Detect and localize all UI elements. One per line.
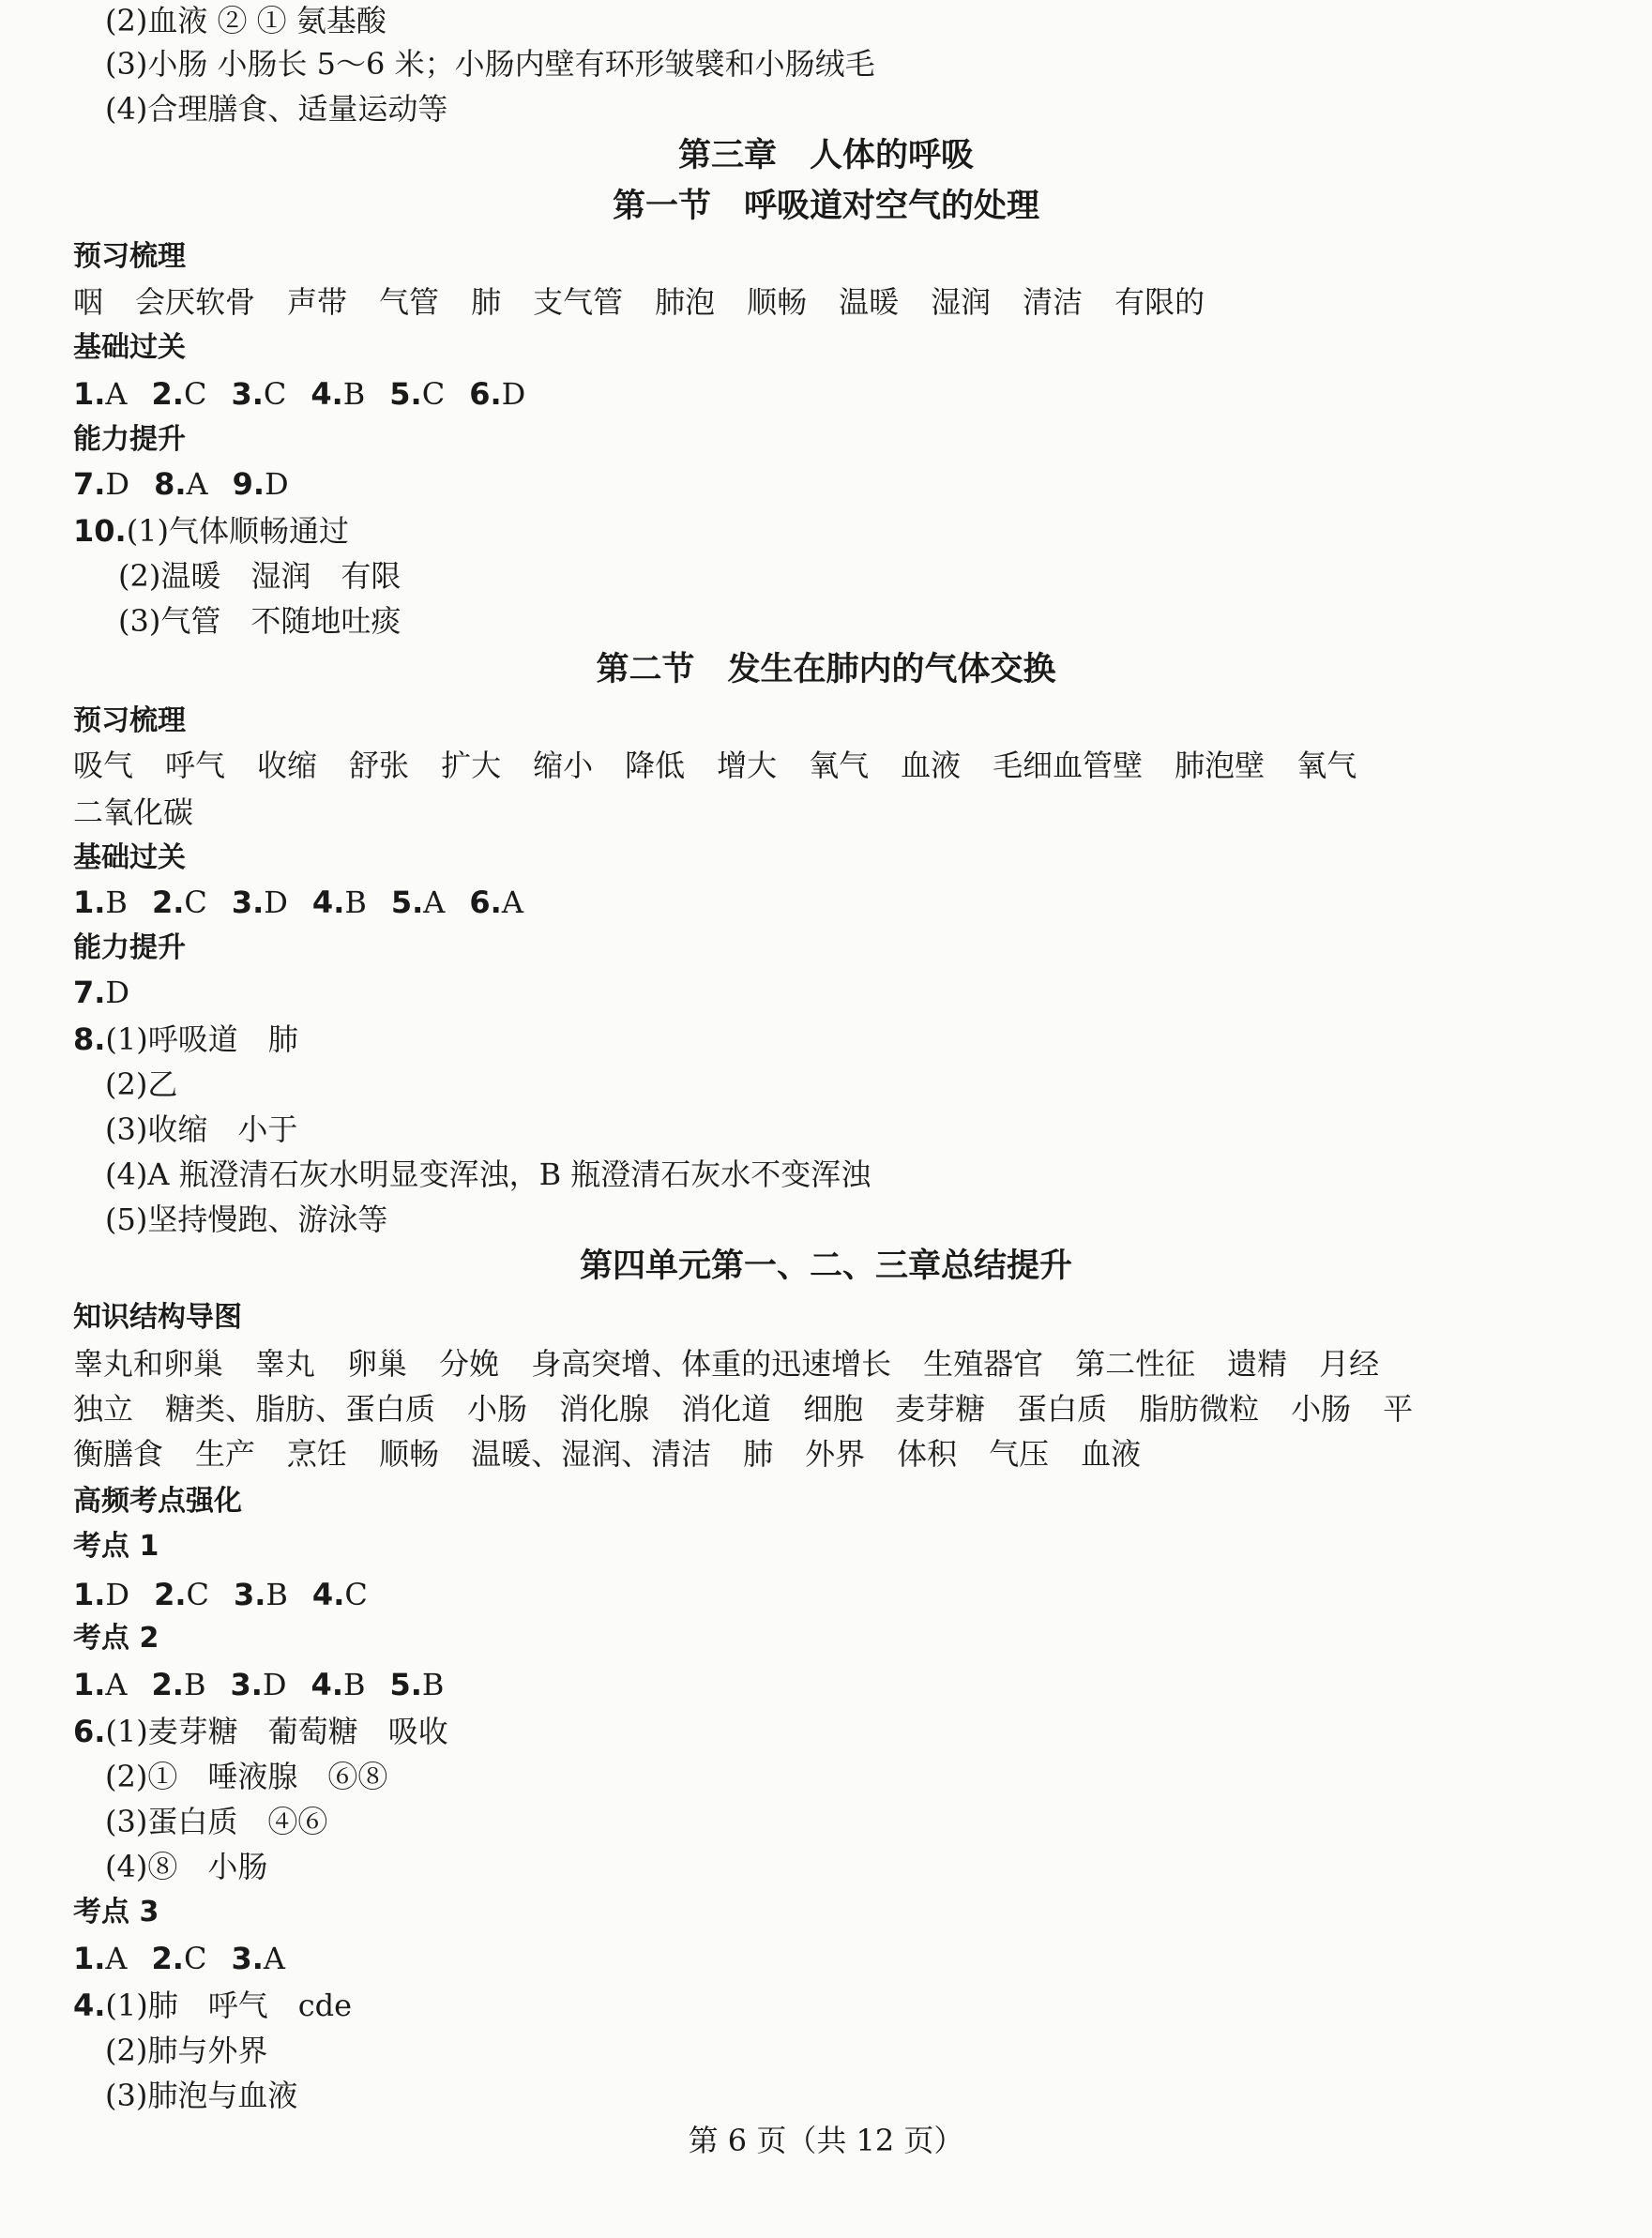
term: 烹饪 <box>287 1436 348 1472</box>
sec2-q8-text-1: (1)呼吸道 肺 <box>105 1021 298 1057</box>
term: 声带 <box>287 284 348 320</box>
answer-item <box>311 375 365 413</box>
answer-item <box>231 375 286 413</box>
answer-item <box>312 1576 368 1613</box>
answer-number: 1. <box>73 1941 106 1976</box>
term: 睾丸和卵巢 <box>73 1346 224 1382</box>
kd2-q6-line-4: (4)⑧ 小肠 <box>105 1849 268 1884</box>
term: 遗精 <box>1227 1346 1288 1382</box>
sec2-q8-line-3: (3)收缩 小于 <box>105 1111 298 1147</box>
answer-number: 2. <box>154 1577 187 1612</box>
answer-choice: C <box>421 376 446 412</box>
term: 呼气 <box>165 748 226 783</box>
top-line-2: (3)小肠 小肠长 5～6 米；小肠内壁有环形皱襞和小肠绒毛 <box>105 46 875 82</box>
answer-item <box>230 1666 286 1703</box>
sec2-basic-answers <box>73 884 1596 921</box>
term: 体积 <box>897 1436 958 1472</box>
term: 血液 <box>1081 1436 1142 1472</box>
kd2-q6-line-1 <box>73 1713 1596 1750</box>
term: 顺畅 <box>747 284 808 320</box>
answer-choice: B <box>342 376 366 412</box>
sec2-q8-line-5: (5)坚持慢跑、游泳等 <box>105 1202 388 1237</box>
sec2-ability-label: 能力提升 <box>73 931 186 964</box>
kd3-q4-line-2: (2)肺与外界 <box>105 2033 268 2068</box>
term: 蛋白质 <box>1017 1391 1108 1427</box>
answer-choice: D <box>501 376 526 412</box>
term: 肺泡 <box>655 284 716 320</box>
kd2-answers <box>73 1666 1596 1703</box>
answer-choice: C <box>263 376 287 412</box>
answer-choice: D <box>264 885 288 920</box>
page-footer: 第 6 页（共 12 页） <box>688 2123 964 2158</box>
term: 衡膳食 <box>73 1436 164 1472</box>
term: 消化腺 <box>559 1391 650 1427</box>
answer-choice: A <box>105 1941 128 1976</box>
term: 增大 <box>717 748 778 783</box>
answer-item <box>154 465 208 503</box>
answer-item <box>73 974 129 1011</box>
kd2-q6-text-1: (1)麦芽糖 葡萄糖 吸收 <box>105 1714 448 1749</box>
answer-choice: C <box>344 1577 368 1612</box>
answer-number: 4. <box>311 1667 343 1702</box>
term: 温暖 <box>839 284 900 320</box>
term: 卵巢 <box>347 1346 408 1382</box>
answer-number: 4. <box>311 1577 345 1612</box>
sec2-preview-terms-2 <box>73 794 1596 831</box>
section-2-title: 第二节 发生在肺内的气体交换 <box>596 651 1056 688</box>
term: 月经 <box>1319 1346 1380 1382</box>
sec1-basic-label: 基础过关 <box>73 331 186 364</box>
term: 小肠 <box>1291 1391 1352 1427</box>
answer-number: 9. <box>232 466 265 502</box>
term: 二氧化碳 <box>73 794 194 830</box>
answer-item <box>232 884 288 921</box>
term: 缩小 <box>533 748 594 783</box>
answer-item <box>234 1576 288 1613</box>
answer-item <box>73 375 128 413</box>
answer-choice: A <box>423 885 446 920</box>
answer-choice: B <box>342 1667 366 1702</box>
answer-number: 1. <box>73 1667 106 1702</box>
sec2-q8-line-4: (4)A 瓶澄清石灰水明显变浑浊，B 瓶澄清石灰水不变浑浊 <box>105 1157 871 1192</box>
term: 毛细血管壁 <box>993 748 1144 783</box>
answer-item <box>389 375 445 413</box>
knowledge-map-label: 知识结构导图 <box>73 1301 242 1334</box>
answer-number: 3. <box>231 1941 264 1976</box>
answer-choice: A <box>105 376 128 412</box>
high-frequency-label: 高频考点强化 <box>73 1485 242 1518</box>
kd1-answers <box>73 1576 1596 1613</box>
term: 肺泡壁 <box>1175 748 1266 783</box>
term: 分娩 <box>439 1346 500 1382</box>
term: 会厌软骨 <box>135 284 256 320</box>
sec1-preview-label: 预习梳理 <box>73 240 186 273</box>
chapter-3-title: 第三章 人体的呼吸 <box>677 137 974 174</box>
answer-item <box>73 884 128 921</box>
answer-choice: B <box>265 1577 288 1612</box>
top-line-1: (2)血液 ② ① 氨基酸 <box>105 3 386 38</box>
sec1-q10-line-3: (3)气管 不随地吐痰 <box>118 603 402 639</box>
term: 氧气 <box>809 748 870 783</box>
knowledge-terms-2 <box>73 1390 1596 1428</box>
answer-choice: C <box>184 885 207 920</box>
answer-item <box>73 465 129 503</box>
term: 咽 <box>73 284 104 320</box>
term: 生殖器官 <box>923 1346 1044 1382</box>
answer-choice: B <box>421 1667 445 1702</box>
section-1-title: 第一节 呼吸道对空气的处理 <box>612 188 1039 225</box>
knowledge-terms-1 <box>73 1345 1596 1383</box>
answer-number: 2. <box>151 885 185 920</box>
term: 清洁 <box>1023 284 1084 320</box>
answer-number: 6. <box>469 376 502 412</box>
answer-number: 4. <box>311 885 345 920</box>
term: 消化道 <box>681 1391 772 1427</box>
answer-choice: D <box>105 975 130 1010</box>
sec2-basic-label: 基础过关 <box>73 841 186 874</box>
answer-choice: A <box>501 885 523 920</box>
answer-item <box>389 1666 444 1703</box>
answer-number: 2. <box>151 1941 184 1976</box>
term: 顺畅 <box>379 1436 440 1472</box>
kd2-q6-line-2: (2)① 唾液腺 ⑥⑧ <box>105 1759 388 1794</box>
sec2-preview-label: 预习梳理 <box>73 704 186 737</box>
answer-choice: C <box>183 376 207 412</box>
answer-number: 4. <box>311 376 343 412</box>
kd3-label: 考点 3 <box>73 1896 159 1928</box>
term: 独立 <box>73 1391 134 1427</box>
term: 湿润 <box>931 284 992 320</box>
kd3-q4-line-3: (3)肺泡与血液 <box>105 2078 298 2113</box>
answer-number: 1. <box>73 1577 106 1612</box>
answer-number: 1. <box>73 376 106 412</box>
answer-number: 3. <box>230 1667 263 1702</box>
answer-item <box>73 1940 128 1977</box>
answer-item <box>73 1576 129 1613</box>
answer-number: 5. <box>389 1667 422 1702</box>
sec1-q10-line-2: (2)温暖 湿润 有限 <box>118 558 402 594</box>
sec1-ability-label: 能力提升 <box>73 423 186 456</box>
answer-item <box>469 375 525 413</box>
answer-choice: A <box>263 1941 285 1976</box>
term: 外界 <box>805 1436 866 1472</box>
answer-item <box>391 884 446 921</box>
answer-number: 3. <box>231 885 265 920</box>
sec2-q8-line-2: (2)乙 <box>105 1066 178 1102</box>
term: 气管 <box>379 284 440 320</box>
answer-number: 3. <box>231 376 264 412</box>
kd2-label: 考点 2 <box>73 1622 159 1655</box>
term: 血液 <box>901 748 962 783</box>
kd3-q4-num: 4. <box>73 1988 106 2023</box>
term: 平 <box>1383 1391 1414 1427</box>
term: 温暖、湿润、清洁 <box>471 1436 712 1472</box>
sec2-ability-answers <box>73 974 1596 1011</box>
sec1-ability-answers <box>73 465 1596 503</box>
answer-number: 5. <box>389 376 422 412</box>
answer-number: 7. <box>73 466 106 502</box>
answer-number: 2. <box>151 376 184 412</box>
answer-item <box>311 1666 366 1703</box>
term: 生产 <box>195 1436 256 1472</box>
answer-choice: B <box>183 1667 206 1702</box>
term: 小肠 <box>467 1391 528 1427</box>
answer-number: 8. <box>154 466 187 502</box>
kd3-q4-text-1: (1)肺 呼气 cde <box>105 1988 353 2023</box>
sec2-q8-num: 8. <box>73 1021 106 1057</box>
term: 有限的 <box>1114 284 1205 320</box>
term: 扩大 <box>441 748 502 783</box>
answer-number: 1. <box>73 885 106 920</box>
kd3-q4-line-1 <box>73 1987 1596 2024</box>
kd1-label: 考点 1 <box>73 1530 159 1563</box>
term: 糖类、脂肪、蛋白质 <box>165 1391 436 1427</box>
answer-item <box>231 1940 285 1977</box>
term: 麦芽糖 <box>895 1391 986 1427</box>
term: 细胞 <box>803 1391 864 1427</box>
term: 气压 <box>989 1436 1050 1472</box>
answer-choice: D <box>265 466 289 502</box>
term: 肺 <box>471 284 502 320</box>
sec1-basic-answers <box>73 375 1596 413</box>
top-line-3: (4)合理膳食、适量运动等 <box>105 91 448 127</box>
answer-number: 5. <box>390 885 424 920</box>
sec1-q10-line-1 <box>73 512 1596 550</box>
term: 第二性征 <box>1075 1346 1196 1382</box>
term: 降低 <box>625 748 686 783</box>
kd2-q6-num: 6. <box>73 1714 106 1749</box>
answer-number: 3. <box>233 1577 266 1612</box>
term: 睾丸 <box>255 1346 316 1382</box>
sec2-q8-line-1 <box>73 1021 1596 1058</box>
answer-choice: D <box>105 1577 130 1612</box>
answer-item <box>152 1940 207 1977</box>
sec2-preview-terms-1 <box>73 747 1596 784</box>
answer-number: 7. <box>73 975 106 1010</box>
answer-item <box>152 375 207 413</box>
answer-item <box>152 884 207 921</box>
term: 舒张 <box>349 748 410 783</box>
term: 吸气 <box>73 748 134 783</box>
answer-item <box>312 884 367 921</box>
answer-choice: C <box>186 1577 209 1612</box>
answer-choice: B <box>105 885 128 920</box>
answer-choice: D <box>262 1667 287 1702</box>
term: 氧气 <box>1296 748 1357 783</box>
kd2-q6-line-3: (3)蛋白质 ④⑥ <box>105 1804 328 1839</box>
answer-choice: A <box>105 1667 128 1702</box>
term: 脂肪微粒 <box>1139 1391 1260 1427</box>
knowledge-terms-3 <box>73 1435 1596 1473</box>
summary-title: 第四单元第一、二、三章总结提升 <box>579 1248 1072 1285</box>
term: 肺 <box>743 1436 774 1472</box>
answer-number: 6. <box>469 885 502 920</box>
kd3-answers <box>73 1940 1596 1977</box>
answer-item <box>469 884 523 921</box>
answer-item <box>154 1576 209 1613</box>
answer-item <box>233 465 289 503</box>
answer-number: 2. <box>151 1667 184 1702</box>
answer-item <box>73 1666 128 1703</box>
answer-choice: C <box>183 1941 207 1976</box>
term: 支气管 <box>533 284 624 320</box>
term: 收缩 <box>257 748 318 783</box>
sec1-preview-terms <box>73 283 1596 321</box>
term: 身高突增、体重的迅速增长 <box>531 1346 892 1382</box>
answer-choice: B <box>344 885 367 920</box>
sec1-q10-num: 10. <box>73 513 127 549</box>
answer-choice: A <box>186 466 208 502</box>
answer-choice: D <box>105 466 130 502</box>
answer-item <box>152 1666 206 1703</box>
sec1-q10-text-1: (1)气体顺畅通过 <box>126 513 350 549</box>
